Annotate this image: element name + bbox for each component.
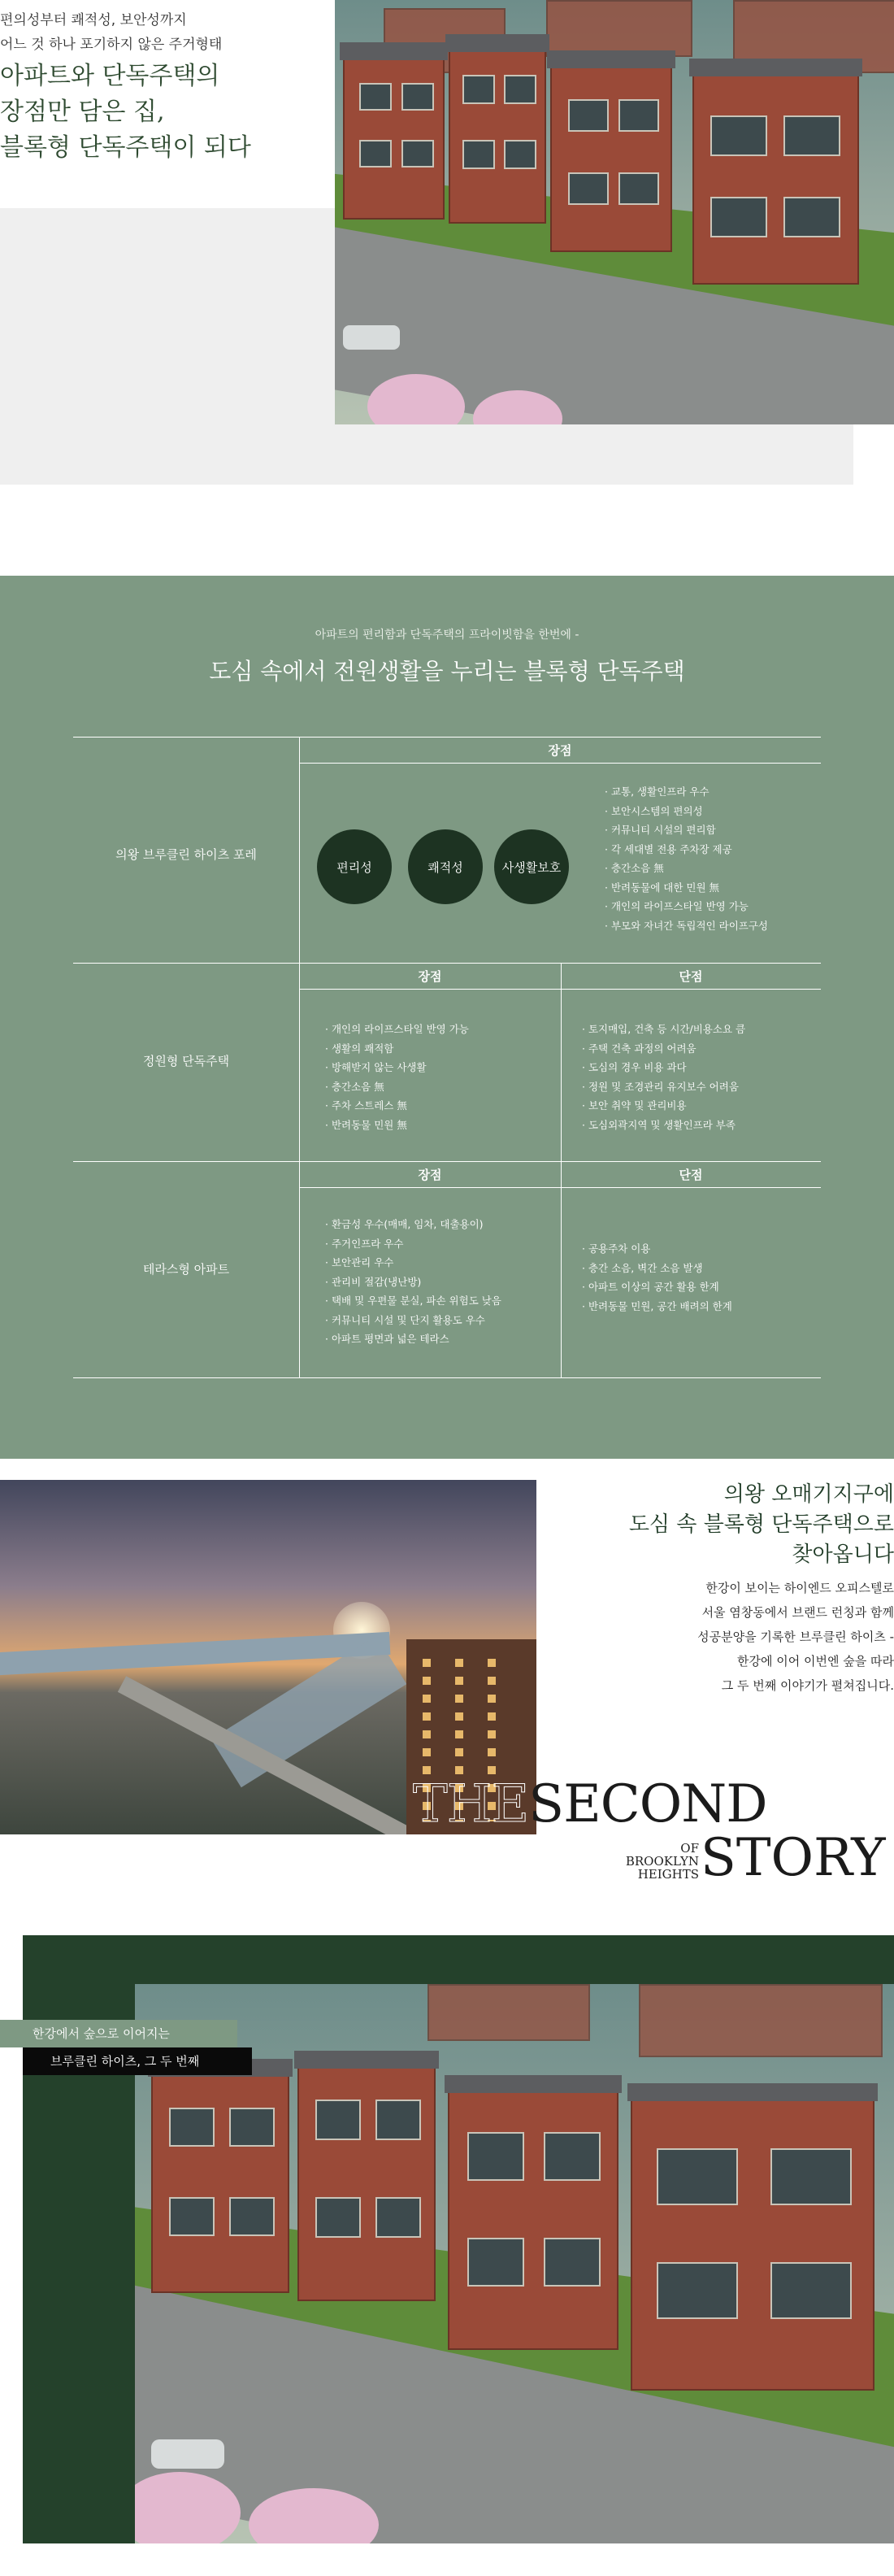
window (169, 2108, 215, 2147)
list-item: · 층간소음 無 (605, 862, 664, 874)
list-item: · 도심의 경우 비용 과다 (582, 1061, 687, 1073)
list-item: · 정원 및 조경관리 유지보수 어려움 (582, 1080, 739, 1093)
table-rule (299, 737, 300, 1377)
list-item: · 교통, 생활인프라 우수 (605, 785, 710, 798)
window (783, 197, 840, 237)
brooklyn-word: BROOKLYN (625, 1854, 699, 1869)
comparison-section (0, 576, 894, 1459)
headline-line-1: 아파트와 단독주택의 (0, 62, 220, 90)
building (297, 2065, 436, 2301)
window (657, 2262, 738, 2319)
table-rule (73, 1377, 821, 1378)
list-item: · 환금성 우수(매매, 임차, 대출용이) (325, 1218, 484, 1230)
list-item: · 주택 건축 과정의 어려움 (582, 1042, 697, 1055)
cons-header: 단점 (679, 1168, 703, 1182)
body-line-3: 성공분양을 기록한 브루클린 하이츠 - (697, 1630, 894, 1644)
roof (445, 2075, 622, 2093)
second-story-title (406, 1480, 894, 1570)
window (315, 2197, 361, 2238)
body-line-4: 한강에 이어 이번엔 숲을 따라 (737, 1654, 894, 1669)
list-item: · 층간소음 無 (325, 1080, 384, 1093)
list-item: · 보안시스템의 편의성 (605, 804, 703, 817)
the-second-wordmark (413, 1774, 767, 1834)
building (631, 2098, 874, 2391)
roof (627, 2083, 878, 2101)
intro-section (0, 0, 894, 488)
comparison-title: 도심 속에서 전원생활을 누리는 블록형 단독주택 (209, 658, 685, 685)
list-item: · 주거인프라 우수 (325, 1237, 404, 1250)
window (229, 2108, 275, 2147)
list-item: · 층간 소음, 벽간 소음 발생 (582, 1261, 703, 1274)
body-line-1: 한강이 보이는 하이엔드 오피스텔로 (705, 1581, 894, 1595)
building (550, 65, 672, 252)
list-item: · 개인의 라이프스타일 반영 가능 (605, 900, 749, 912)
window (618, 99, 659, 132)
building (343, 57, 445, 220)
window (568, 99, 609, 132)
list-item: · 주차 스트레스 無 (325, 1099, 407, 1112)
tagline-label-1: 한강에서 숲으로 이어지는 (0, 2020, 237, 2047)
window (462, 140, 495, 169)
car (151, 2439, 224, 2469)
window (770, 2148, 852, 2205)
second-story-section (0, 1480, 894, 1886)
list-item: · 아파트 평면과 넓은 테라스 (325, 1333, 449, 1345)
list-item: · 커뮤니티 시설의 편리함 (605, 824, 716, 836)
list-item: · 도심외곽지역 및 생활인프라 부족 (582, 1118, 736, 1131)
window (504, 140, 536, 169)
intro-line-1: 편의성부터 쾌적성, 보안성까지 (0, 12, 187, 28)
row1-pros-list (605, 782, 768, 935)
story-wordmark: STORY (701, 1828, 886, 1888)
list-item: · 택배 및 우편물 분실, 파손 위험도 낮음 (325, 1295, 501, 1307)
title-line-2: 도심 속 블록형 단독주택으로 (628, 1512, 894, 1537)
intro-line-2: 어느 것 하나 포기하지 않은 주거형태 (0, 37, 223, 53)
body-line-5: 그 두 번째 이야기가 펼쳐집니다. (721, 1678, 894, 1693)
list-item: · 각 세대별 전용 주차장 제공 (605, 842, 732, 855)
table-rule (299, 989, 821, 990)
window (401, 140, 434, 168)
brooklyn-second-section (0, 1935, 894, 2576)
headline-line-2: 장점만 담은 집, (0, 98, 165, 126)
building (692, 73, 859, 285)
list-item: · 개인의 라이프스타일 반영 가능 (325, 1023, 469, 1035)
pros-header: 장점 (418, 969, 442, 984)
roof (340, 42, 448, 60)
townhouse-rendering-image (335, 0, 894, 424)
body-line-2: 서울 염창동에서 브랜드 런칭과 함께 (701, 1605, 894, 1620)
row-label-terrace-apartment: 테라스형 아파트 (142, 1262, 230, 1277)
title-line-1: 의왕 오매기지구에 (723, 1482, 894, 1507)
roof (445, 34, 549, 52)
row3-cons-list (582, 1239, 732, 1316)
cons-header: 단점 (679, 969, 703, 984)
list-item: · 반려동물 민원 無 (325, 1118, 407, 1131)
window (783, 115, 840, 156)
pros-header: 장점 (418, 1168, 442, 1182)
row-label-garden-house: 정원형 단독주택 (142, 1054, 230, 1068)
list-item: · 커뮤니티 시설 및 단지 활용도 우수 (325, 1313, 485, 1326)
building (448, 2090, 618, 2350)
roof (294, 2051, 439, 2069)
pros-header: 장점 (548, 743, 572, 758)
of-word: OF (680, 1841, 699, 1856)
window (359, 83, 392, 111)
table-rule (299, 1187, 821, 1188)
list-item: · 공용주차 이용 (582, 1242, 651, 1255)
of-brooklyn-heights (593, 1842, 699, 1881)
window (375, 2100, 421, 2140)
window (169, 2197, 215, 2236)
window (544, 2238, 601, 2287)
table-rule (73, 963, 821, 964)
window (467, 2238, 524, 2287)
window (504, 75, 536, 104)
window (462, 75, 495, 104)
row3-pros-list (325, 1215, 501, 1349)
bg-building (639, 1984, 883, 2057)
window (657, 2148, 738, 2205)
list-item: · 부모와 자녀간 독립적인 라이프구성 (605, 919, 768, 932)
tagline-label-2: 브루클린 하이츠, 그 두 번째 (23, 2047, 252, 2075)
list-item: · 보안 취약 및 관리비용 (582, 1099, 687, 1112)
row2-cons-list (582, 1020, 745, 1134)
roof (689, 59, 862, 76)
table-rule (73, 737, 821, 738)
building (151, 2073, 289, 2293)
intro-headline (0, 59, 251, 166)
comparison-subtitle: 아파트의 편리함과 단독주택의 프라이빗함을 한번에 - (315, 629, 579, 642)
car (343, 325, 400, 350)
list-item: · 토지매입, 건축 등 시간/비용소요 큼 (582, 1023, 746, 1035)
row2-pros-list (325, 1020, 469, 1134)
window (375, 2197, 421, 2238)
list-item: · 아파트 이상의 공간 활용 한계 (582, 1281, 719, 1293)
intro-text (0, 8, 222, 57)
circle-comfort: 쾌적성 (408, 829, 483, 904)
window (467, 2132, 524, 2181)
the-word: THE (413, 1774, 529, 1834)
window (710, 115, 767, 156)
window (770, 2262, 852, 2319)
list-item: · 관리비 절감(냉난방) (325, 1275, 422, 1288)
circle-privacy: 사생활보호 (494, 829, 569, 904)
table-rule (299, 763, 821, 764)
window (618, 172, 659, 205)
window (568, 172, 609, 205)
window (710, 197, 767, 237)
bg-building (546, 0, 692, 57)
second-word: SECOND (528, 1774, 767, 1834)
window (544, 2132, 601, 2181)
list-item: · 생활의 쾌적함 (325, 1042, 394, 1055)
second-story-body (406, 1576, 894, 1698)
building (449, 49, 546, 224)
row-label-forest: 의왕 브루클린 하이츠 포레 (115, 847, 257, 862)
bg-building (427, 1984, 590, 2041)
list-item: · 보안관리 우수 (325, 1256, 394, 1268)
window (315, 2100, 361, 2140)
roof (547, 50, 675, 68)
circle-convenience: 편리성 (317, 829, 392, 904)
headline-line-3: 블록형 단독주택이 되다 (0, 133, 251, 162)
window (401, 83, 434, 111)
table-rule (73, 1161, 821, 1162)
list-item: · 반려동물에 대한 민원 無 (605, 881, 720, 894)
list-item: · 방해받지 않는 사생활 (325, 1061, 427, 1073)
heights-word: HEIGHTS (637, 1867, 699, 1882)
list-item: · 반려동물 민원, 공간 배려의 한계 (582, 1299, 732, 1312)
window (229, 2197, 275, 2236)
window (359, 140, 392, 168)
title-line-3: 찾아옵니다 (792, 1543, 894, 1567)
